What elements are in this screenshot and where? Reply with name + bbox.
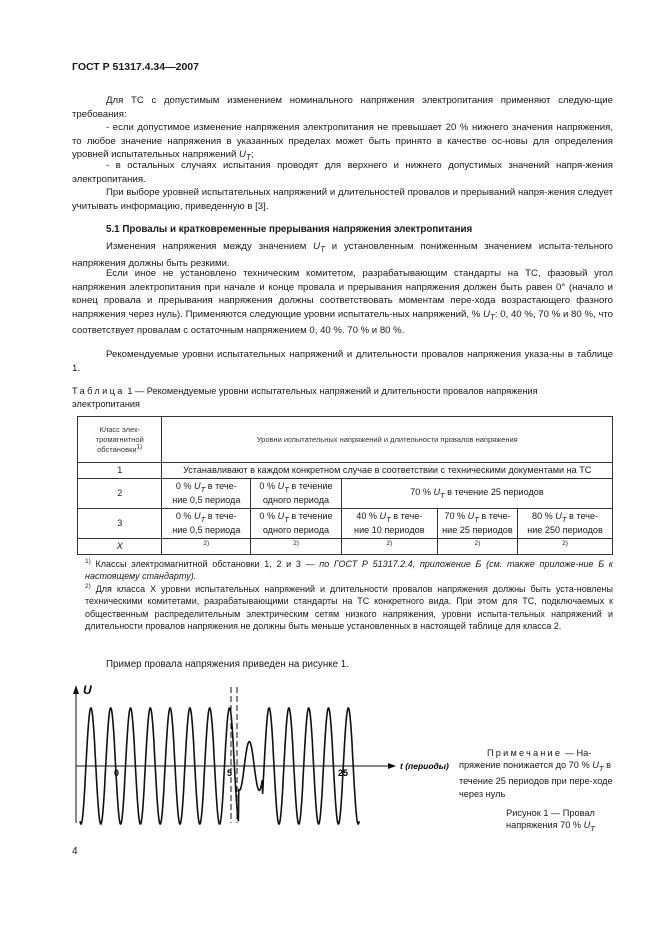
sec-p1-end: и установленным пониженным значением испыта-тельного напряжения должны быть резкими. bbox=[72, 241, 613, 269]
class-cell: 2 bbox=[78, 479, 162, 509]
ut-symbol: U bbox=[239, 149, 246, 161]
table-row bbox=[78, 479, 613, 509]
intro-paragraph-3 bbox=[72, 159, 613, 186]
section-paragraph-3 bbox=[72, 348, 613, 375]
section-title: 5.1 Провалы и кратковременные прерывания напряжения электропитания bbox=[106, 224, 473, 235]
document-header: ГОСТ Р 51317.4.34—2007 bbox=[72, 61, 199, 73]
header-class-cell: Класс элек-тромагнитной обстановки1) bbox=[78, 417, 162, 463]
table-caption-word: Таблица bbox=[72, 386, 125, 396]
header-levels-cell: Уровни испытательных напряжений и длительности провалов напряжения bbox=[162, 417, 613, 463]
ut-symbol: U bbox=[483, 308, 490, 320]
figure-canvas bbox=[73, 683, 449, 824]
intro-paragraph-4 bbox=[72, 186, 613, 213]
sec-p1-text: Изменения напряжения между значением bbox=[106, 241, 314, 252]
table-row bbox=[78, 463, 613, 479]
table-row bbox=[78, 508, 613, 538]
tick-label-0: 0 bbox=[114, 768, 120, 778]
table-header-row bbox=[78, 417, 613, 463]
ut-subscript: T bbox=[245, 153, 251, 163]
footnote-1: $^{1)}$ Классы электромагнитной обстановки 1, 2 и 3 — по ГОСТ Р 51317.2.4, приложение Б (см. также приложе-ние Б к настоящему стандарту). bbox=[85, 558, 613, 582]
intro-p2-end: ; bbox=[250, 149, 254, 161]
voltage-dip-figure bbox=[70, 683, 455, 828]
figure-note: Примечание — На-пряжение понижается до 70 % $U_T$ в течение 25 периодов при пере-ходе через нуль bbox=[459, 748, 613, 799]
example-text: Пример провала напряжения приведен на рисунке 1. bbox=[106, 659, 349, 670]
level-cell: 70 % $U_T$ в тече- ние 25 периодов bbox=[437, 508, 517, 538]
table-row bbox=[78, 538, 613, 554]
level-cell: 80 % $U_T$ в тече- ние 250 периодов bbox=[518, 508, 613, 538]
level-cell: 0 % $U_T$ в тече- ние 0,5 периода bbox=[162, 479, 251, 509]
footnote-2: $^{2)}$ Для класса X уровни испытательных напряжений и длительности провалов напряжения должны быть уста-новлены техническими комитетами, разрабатывающими стандарты на ТС конкретного вида. При этом для ТС, подключаемых к общественным распределительным электрическим сетям низкого напряжения, уровни испыта-тельных напряжений и длительности провалов напряжения не должны быть меньше установленных в настоящей таблице для класса 2. bbox=[85, 582, 613, 632]
sec-p2-end: : 0, 40 %, 70 % и 80 %, что соответствует провалам с остаточным напряжением 0, 40 %. 70 % и 80 %. bbox=[72, 308, 613, 337]
section-paragraph-2 bbox=[72, 267, 613, 338]
level-cell: 0 % $U_T$ в течение одного периода bbox=[251, 479, 342, 509]
page-number: 4 bbox=[72, 846, 78, 857]
table-caption-text: 1 — Рекомендуемые уровни испытательных напряжений и длительности провалов напряжения электропитания bbox=[72, 386, 538, 409]
intro-paragraph-1 bbox=[72, 94, 613, 121]
level-cell: 0 % $U_T$ в течение одного периода bbox=[251, 508, 342, 538]
y-axis-label: U bbox=[83, 683, 92, 697]
intro-p4-text: При выборе уровней испытательных напряжений и длительностей провалов и прерываний напря-жения следует учитывать информацию, приведенную в [3]. bbox=[72, 187, 613, 212]
section-paragraph-1 bbox=[72, 240, 613, 270]
x-axis-arrow bbox=[388, 763, 396, 769]
level-cell: 2) bbox=[518, 538, 613, 554]
level-cell: 40 % $U_T$ в тече- ние 10 периодов bbox=[341, 508, 437, 538]
class-cell: 1 bbox=[78, 463, 162, 479]
table-caption bbox=[72, 385, 602, 410]
levels-table bbox=[77, 416, 613, 555]
ut-symbol: U bbox=[313, 241, 321, 252]
intro-p3-text: - в остальных случаях испытания проводят для верхнего и нижнего допустимых значений напря-жения электропитания. bbox=[72, 160, 613, 185]
class-cell: X bbox=[78, 538, 162, 554]
table-footnotes bbox=[85, 558, 613, 632]
intro-p1-text: Для ТС с допустимым изменением номинального напряжения электропитания применяют следую-щие требования: bbox=[72, 95, 613, 120]
level-cell: 2) bbox=[251, 538, 342, 554]
y-axis-arrow bbox=[73, 685, 79, 694]
class-cell: 3 bbox=[78, 508, 162, 538]
x-axis-label: t (периоды) bbox=[400, 761, 449, 771]
level-cell: 2) bbox=[162, 538, 251, 554]
level-cell: 70 % $U_T$ в течение 25 периодов bbox=[341, 479, 612, 509]
tick-label-5: 5 bbox=[227, 768, 233, 778]
tick-label-25: 25 bbox=[338, 768, 349, 778]
level-cell: Устанавливают в каждом конкретном случае в соответствии с техническими документами на ТС bbox=[162, 463, 613, 479]
level-cell: 2) bbox=[437, 538, 517, 554]
sec-p2-text: Если иное не установлено техническим комитетом, разрабатывающим стандарты на ТС, фазовый угол напряжения электропитания при начале и конце провала и прерывания напряжения должен быть равен 0° (начало и конец провала и прерывания напряжения должны соответствовать моментам пере-хода возрастающего фазного напряжения через нуль). Применяются следующие уровни испытатель-ных напряжений, % bbox=[72, 268, 613, 320]
figure-caption: Рисунок 1 — Провал напряжения 70 % $U_T$ bbox=[506, 808, 595, 834]
level-cell: 0 % $U_T$ в тече- ние 0,5 периода bbox=[162, 508, 251, 538]
intro-p2-text: - если допустимое изменение напряжения электропитания не превышает 20 % нижнего значения напряжения, то любое значение напряжения в указанных пределах может быть принято в качестве ос-новы для определения уровней испытательных напряжений bbox=[72, 122, 613, 161]
level-cell: 2) bbox=[341, 538, 437, 554]
ut-subscript: T bbox=[320, 244, 325, 254]
sec-p3-text: Рекомендуемые уровни испытательных напряжений и длительности провалов напряжения указа-ны в таблице 1. bbox=[72, 349, 613, 374]
ut-subscript: T bbox=[489, 312, 495, 322]
